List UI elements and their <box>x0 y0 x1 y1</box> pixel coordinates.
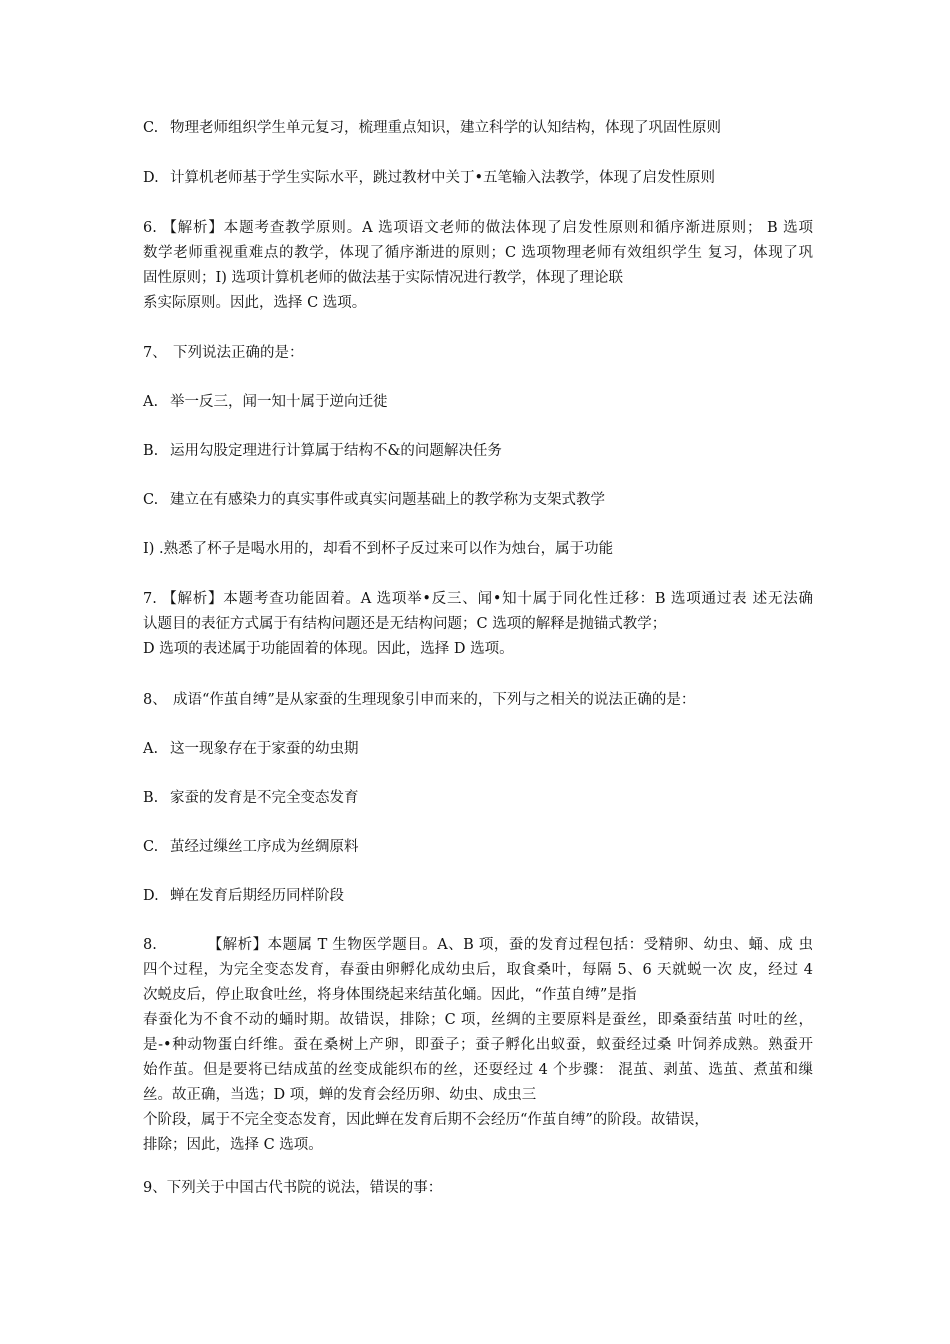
q8-option-a <box>143 737 813 762</box>
analysis-7-line-1: 7. 【解析】本题考查功能固着。A 选项举•反三、闻•知十属于同化性迁移：B 选项通过表 述无法确 <box>143 591 813 607</box>
q8-option-d <box>143 884 813 909</box>
q5-option-d-label: D. <box>143 170 159 186</box>
q7-option-d <box>143 537 813 562</box>
analysis-8 <box>143 933 813 1158</box>
q5-option-d-text: 计算机老师基于学生实际水平，跳过教材中关丁•五笔输入法教学，体现了启发性原则 <box>170 170 716 186</box>
q9-stem <box>143 1176 813 1201</box>
analysis-6-line-3: 固性原则；I) 选项计算机老师的做法基于实际情况进行教学，体现了理论联 <box>143 270 623 286</box>
q8-number: 8、 <box>143 692 167 708</box>
q5-option-c-text: 物理老师组织学生单元复习，梳理重点知识，建立科学的认知结构，体现了巩固性原则 <box>170 120 721 136</box>
q8-option-b <box>143 786 813 811</box>
q7-option-c-text: 建立在有感染力的真实事件或真实问题基础上的教学称为支架式教学 <box>170 492 605 508</box>
analysis-8-line-3: 次蜕皮后，停止取食吐丝，将身体围绕起来结茧化蛹。因此，“作茧自缚”是指 <box>143 987 637 1003</box>
q7-option-a-text: 举一反三，闻一知十属于逆向迁徙 <box>170 394 388 410</box>
q8-option-c-text: 茧经过缫丝工序成为丝绸原料 <box>170 839 359 855</box>
analysis-8-line-2: 四个过程，为完全变态发育，春蚕由卵孵化成幼虫后，取食桑叶，每隔 5、6 天就蜕一次 皮，经过 4 <box>143 962 813 978</box>
analysis-8-line-1: 8. 【解析】本题属 T 生物医学题目。A、B 项，蚕的发育过程包括：受精卵、幼虫、蛹、成 虫 <box>143 937 813 953</box>
q8-option-d-text: 蝉在发育后期经历同样阶段 <box>170 888 344 904</box>
q8-option-d-label: D. <box>143 888 159 904</box>
q8-option-b-text: 家蚕的发育是不完全变态发育 <box>170 790 359 806</box>
q5-option-c-label: C. <box>143 120 159 136</box>
q8-stem-text: 成语“作茧自缚”是从家蚕的生理现象引申而来的，下列与之相关的说法正确的是： <box>173 692 696 708</box>
analysis-6-line-2: 数学老师重视重难点的教学，体现了循序渐进的原则；C 选项物理老师有效组织学生 复习，体现了巩 <box>143 245 813 261</box>
analysis-8-line-7: 丝。故正确，当选；D 项，蝉的发育会经历卵、幼虫、成虫三 <box>143 1087 537 1103</box>
analysis-6-line-1: 6. 【解析】本题考查教学原则。A 选项语文老师的做法体现了启发性原则和循序渐进原则； B 选项 <box>143 220 813 236</box>
analysis-7-line-3: D 选项的表述属于功能固着的体现。因此，选择 D 选项。 <box>143 641 514 657</box>
analysis-8-line-8: 个阶段，属于不完全变态发育，因此蝉在发育后期不会经历“作茧自缚”的阶段。故错误， <box>143 1112 709 1128</box>
q5-option-d <box>143 166 813 191</box>
q7-option-b <box>143 439 813 464</box>
analysis-8-line-6: 始作茧。但是要将已结成茧的丝变成能织布的丝，还耍经过 4 个步骤： 混茧、剥茧、选茧、煮茧和缫 <box>143 1062 813 1078</box>
q8-stem <box>143 688 813 713</box>
analysis-8-line-9: 排除；因此，选择 C 选项。 <box>143 1137 323 1153</box>
q7-option-d-text: I) .熟悉了杯子是喝水用的，却看不到杯子反过来可以作为烛台，属于功能 <box>143 541 614 557</box>
q7-option-c-label: C. <box>143 492 159 508</box>
analysis-8-line-5: 是-•种动物蛋白纤维。蚕在桑树上产卵，即蚕子；蚕子孵化出蚁蚕，蚁蚕经过桑 叶饲养成熟。熟蚕开 <box>143 1037 813 1053</box>
q7-stem <box>143 341 813 366</box>
q7-option-c <box>143 488 813 513</box>
q7-option-a <box>143 390 813 415</box>
q5-option-c <box>143 116 813 141</box>
q7-option-b-label: B. <box>143 443 159 459</box>
analysis-8-line-4: 春蚕化为不食不动的蛹时期。故错误，排除；C 项，丝绸的主要原料是蚕丝，即桑蚕结茧 吋吐的丝， <box>143 1012 813 1028</box>
q7-stem-text: 下列说法正确的是： <box>173 345 304 361</box>
analysis-7 <box>143 587 813 662</box>
analysis-6 <box>143 216 813 316</box>
q7-number: 7、 <box>143 345 167 361</box>
analysis-7-line-2: 认题目的表征方式属于有结构问题还是无结构问题；C 选项的解释是抛锚式教学； <box>143 616 667 632</box>
q8-option-c <box>143 835 813 860</box>
document-page <box>143 0 813 1344</box>
q8-option-a-text: 这一现象存在于家蚕的幼虫期 <box>170 741 359 757</box>
q8-option-c-label: C. <box>143 839 159 855</box>
q7-option-a-label: A. <box>143 394 159 410</box>
q8-option-b-label: B. <box>143 790 159 806</box>
analysis-6-line-4: 系实际原则。因此，选择 C 选项。 <box>143 295 367 311</box>
q7-option-b-text: 运用勾股定理进行计算属于结构不&的问题解决任务 <box>170 443 502 459</box>
q8-option-a-label: A. <box>143 741 159 757</box>
q9-stem-text: 9、下列关于中国古代书院的说法，错误的事： <box>143 1180 443 1196</box>
